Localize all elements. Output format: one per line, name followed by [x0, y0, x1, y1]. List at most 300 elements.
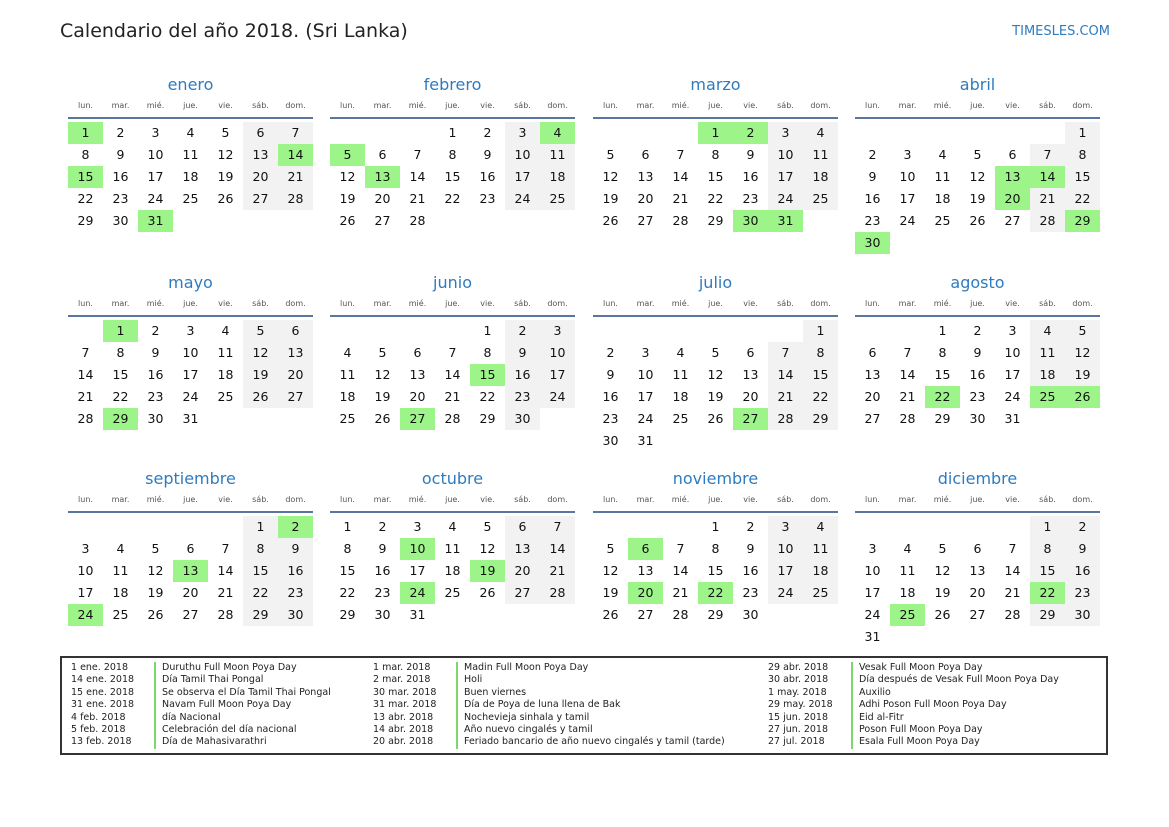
day-cell: 4 — [186, 125, 195, 140]
day-cell: 20 — [637, 191, 654, 206]
weekday-label: mar. — [373, 299, 392, 308]
day-cell: 14 — [1004, 563, 1021, 578]
day-cell: 28 — [672, 607, 689, 622]
day-cell-holiday: 31 — [768, 210, 803, 232]
day-cell: 15 — [112, 367, 129, 382]
weekday-label: sáb. — [252, 299, 269, 308]
holiday-date: 2 mar. 2018 — [373, 674, 431, 686]
empty-cell — [330, 320, 365, 342]
empty-cell — [435, 320, 470, 342]
day-cell: 5 — [378, 345, 387, 360]
day-cell: 18 — [339, 389, 356, 404]
day-cell: 20 — [505, 560, 540, 582]
day-cell: 22 — [803, 386, 838, 408]
empty-cell — [400, 320, 435, 342]
day-cell: 18 — [112, 585, 129, 600]
day-cell: 6 — [278, 320, 313, 342]
weekday-header — [330, 297, 575, 317]
day-cell: 7 — [81, 345, 90, 360]
day-cell: 25 — [672, 411, 689, 426]
empty-cell — [663, 122, 698, 144]
holiday-entry — [62, 674, 331, 686]
weekday-label: jue. — [708, 101, 723, 110]
day-cell: 27 — [374, 213, 391, 228]
day-cell: 20 — [374, 191, 391, 206]
day-cell: 21 — [899, 389, 916, 404]
holiday-entry — [62, 687, 331, 699]
day-cell: 23 — [278, 582, 313, 604]
day-cell: 26 — [339, 213, 356, 228]
empty-cell — [68, 516, 103, 538]
day-cell: 19 — [147, 585, 164, 600]
day-cell: 9 — [868, 169, 877, 184]
day-cell: 7 — [448, 345, 457, 360]
holiday-name: Año nuevo cingalés y tamil — [456, 724, 593, 736]
weekday-label: jue. — [445, 495, 460, 504]
day-cell-holiday: 13 — [995, 166, 1030, 188]
day-cell: 21 — [672, 191, 689, 206]
day-grid — [855, 320, 1100, 430]
weekday-header — [68, 99, 313, 119]
empty-cell — [68, 320, 103, 342]
day-cell: 25 — [934, 213, 951, 228]
month-name: mayo — [168, 273, 213, 292]
weekday-label: lun. — [340, 299, 355, 308]
day-cell: 12 — [934, 563, 951, 578]
day-grid — [593, 122, 838, 232]
day-cell: 27 — [243, 188, 278, 210]
day-cell: 26 — [602, 607, 619, 622]
weekday-label: jue. — [445, 299, 460, 308]
day-cell: 17 — [768, 560, 803, 582]
empty-cell — [698, 320, 733, 342]
weekday-label: mié. — [146, 299, 165, 308]
weekday-label: sáb. — [1039, 495, 1056, 504]
holiday-entry — [759, 662, 1059, 674]
day-cell: 25 — [540, 188, 575, 210]
weekday-label: mar. — [898, 495, 917, 504]
weekday-label: vie. — [1005, 101, 1020, 110]
weekday-label: dom. — [285, 101, 306, 110]
day-cell: 28 — [77, 411, 94, 426]
empty-cell — [593, 320, 628, 342]
day-grid — [593, 320, 838, 452]
day-cell: 6 — [1008, 147, 1017, 162]
day-cell: 16 — [742, 563, 759, 578]
holiday-name: Día Tamil Thai Pongal — [154, 674, 263, 686]
holiday-entry — [62, 699, 331, 711]
holiday-date: 13 feb. 2018 — [71, 736, 132, 748]
day-cell: 22 — [77, 191, 94, 206]
day-cell: 10 — [540, 342, 575, 364]
empty-cell — [593, 122, 628, 144]
holiday-date: 14 ene. 2018 — [71, 674, 135, 686]
weekday-label: mié. — [671, 495, 690, 504]
day-cell: 7 — [676, 541, 685, 556]
day-cell: 30 — [742, 607, 759, 622]
day-cell: 25 — [112, 607, 129, 622]
day-cell-holiday: 31 — [138, 210, 173, 232]
empty-cell — [890, 122, 925, 144]
weekday-label: lun. — [865, 495, 880, 504]
holiday-entry — [759, 724, 1059, 736]
day-cell: 19 — [217, 169, 234, 184]
holiday-entry — [759, 712, 1059, 724]
day-cell: 8 — [116, 345, 125, 360]
day-cell: 3 — [903, 147, 912, 162]
day-cell-holiday: 6 — [628, 538, 663, 560]
day-cell: 29 — [479, 411, 496, 426]
day-cell: 22 — [444, 191, 461, 206]
day-cell: 1 — [1065, 122, 1100, 144]
day-grid — [68, 122, 313, 232]
day-cell: 11 — [672, 367, 689, 382]
day-cell: 17 — [768, 166, 803, 188]
weekday-label: dom. — [547, 495, 568, 504]
day-cell: 18 — [217, 367, 234, 382]
day-cell: 2 — [746, 519, 755, 534]
month-septiembre — [68, 468, 313, 626]
day-cell: 12 — [374, 367, 391, 382]
empty-cell — [628, 122, 663, 144]
day-cell: 17 — [1004, 367, 1021, 382]
day-cell: 18 — [934, 191, 951, 206]
day-cell: 25 — [182, 191, 199, 206]
day-cell: 11 — [803, 144, 838, 166]
day-cell: 15 — [339, 563, 356, 578]
weekday-label: jue. — [708, 299, 723, 308]
day-cell: 12 — [707, 367, 724, 382]
holiday-name: Madin Full Moon Poya Day — [456, 662, 588, 674]
month-noviembre — [593, 468, 838, 626]
month-name: marzo — [690, 75, 741, 94]
weekday-label: dom. — [1072, 101, 1093, 110]
day-cell-holiday: 1 — [103, 320, 138, 342]
day-cell: 3 — [413, 519, 422, 534]
day-cell-holiday: 27 — [733, 408, 768, 430]
weekday-label: mié. — [671, 101, 690, 110]
day-cell: 4 — [676, 345, 685, 360]
day-cell: 18 — [182, 169, 199, 184]
day-cell: 16 — [112, 169, 129, 184]
weekday-label: mar. — [636, 101, 655, 110]
day-cell: 6 — [413, 345, 422, 360]
day-cell: 20 — [742, 389, 759, 404]
day-cell: 27 — [637, 607, 654, 622]
weekday-header — [593, 99, 838, 119]
holiday-name: Duruthu Full Moon Poya Day — [154, 662, 297, 674]
day-cell: 31 — [182, 411, 199, 426]
weekday-label: vie. — [480, 299, 495, 308]
holiday-entry — [759, 736, 1059, 748]
day-cell: 28 — [1030, 210, 1065, 232]
weekday-label: dom. — [810, 495, 831, 504]
day-cell: 8 — [711, 541, 720, 556]
holiday-date: 15 jun. 2018 — [768, 711, 829, 723]
day-cell: 16 — [505, 364, 540, 386]
day-cell: 21 — [768, 386, 803, 408]
day-cell: 27 — [505, 582, 540, 604]
brand-link[interactable]: TIMESLES.COM — [1012, 24, 1110, 39]
day-cell: 26 — [602, 213, 619, 228]
holiday-date: 31 ene. 2018 — [71, 699, 135, 711]
day-cell-holiday: 19 — [470, 560, 505, 582]
day-cell: 5 — [606, 541, 615, 556]
weekday-header — [593, 297, 838, 317]
empty-cell — [330, 122, 365, 144]
holiday-column — [364, 662, 725, 749]
holiday-entry — [364, 724, 725, 736]
day-cell: 8 — [483, 345, 492, 360]
day-cell: 11 — [540, 144, 575, 166]
day-cell: 12 — [243, 342, 278, 364]
day-cell: 29 — [1030, 604, 1065, 626]
day-cell: 8 — [938, 345, 947, 360]
day-cell: 24 — [899, 213, 916, 228]
day-cell: 30 — [602, 433, 619, 448]
day-cell: 4 — [938, 147, 947, 162]
weekday-label: dom. — [285, 495, 306, 504]
month-diciembre — [855, 468, 1100, 648]
month-marzo — [593, 74, 838, 232]
day-cell: 24 — [147, 191, 164, 206]
day-cell: 23 — [147, 389, 164, 404]
month-agosto — [855, 272, 1100, 430]
weekday-label: vie. — [218, 101, 233, 110]
day-cell: 14 — [77, 367, 94, 382]
day-cell-holiday: 30 — [855, 232, 890, 254]
weekday-label: vie. — [480, 101, 495, 110]
day-cell: 20 — [243, 166, 278, 188]
day-cell: 5 — [243, 320, 278, 342]
day-cell: 5 — [711, 345, 720, 360]
day-grid — [330, 320, 575, 430]
day-cell: 15 — [707, 169, 724, 184]
day-cell: 21 — [217, 585, 234, 600]
day-cell-holiday: 27 — [400, 408, 435, 430]
day-cell: 15 — [444, 169, 461, 184]
weekday-label: dom. — [810, 101, 831, 110]
weekday-label: sáb. — [252, 495, 269, 504]
day-cell: 10 — [768, 144, 803, 166]
day-cell: 24 — [637, 411, 654, 426]
empty-cell — [138, 516, 173, 538]
day-cell: 5 — [606, 147, 615, 162]
day-cell: 14 — [672, 563, 689, 578]
day-cell: 22 — [1065, 188, 1100, 210]
empty-cell — [365, 122, 400, 144]
day-cell: 6 — [641, 147, 650, 162]
empty-cell — [960, 122, 995, 144]
holiday-date: 14 abr. 2018 — [373, 723, 434, 735]
day-cell: 13 — [409, 367, 426, 382]
day-cell: 18 — [803, 560, 838, 582]
empty-cell — [925, 122, 960, 144]
holiday-entry — [759, 687, 1059, 699]
day-cell: 9 — [606, 367, 615, 382]
day-cell-holiday: 1 — [68, 122, 103, 144]
month-enero — [68, 74, 313, 232]
month-name: junio — [433, 273, 472, 292]
day-grid — [855, 122, 1100, 254]
day-cell: 23 — [742, 585, 759, 600]
weekday-label: lun. — [78, 101, 93, 110]
weekday-label: mié. — [146, 101, 165, 110]
day-cell: 8 — [711, 147, 720, 162]
day-grid — [330, 516, 575, 626]
empty-cell — [593, 516, 628, 538]
day-cell-holiday: 14 — [1030, 166, 1065, 188]
day-grid — [68, 516, 313, 626]
empty-cell — [208, 516, 243, 538]
day-cell-holiday: 20 — [628, 582, 663, 604]
day-cell: 7 — [221, 541, 230, 556]
weekday-label: dom. — [1072, 299, 1093, 308]
day-cell: 20 — [864, 389, 881, 404]
holiday-entry — [364, 712, 725, 724]
day-cell-holiday: 5 — [330, 144, 365, 166]
day-cell: 21 — [77, 389, 94, 404]
weekday-label: jue. — [970, 495, 985, 504]
day-cell: 13 — [637, 169, 654, 184]
day-cell: 9 — [973, 345, 982, 360]
holiday-name: Se observa el Día Tamil Thai Pongal — [154, 687, 331, 699]
weekday-label: vie. — [743, 299, 758, 308]
day-cell: 20 — [278, 364, 313, 386]
day-cell: 14 — [217, 563, 234, 578]
weekday-label: mar. — [111, 101, 130, 110]
day-cell: 18 — [540, 166, 575, 188]
day-cell: 3 — [186, 323, 195, 338]
day-cell: 13 — [505, 538, 540, 560]
day-cell: 8 — [1065, 144, 1100, 166]
weekday-label: lun. — [603, 299, 618, 308]
day-cell: 16 — [1065, 560, 1100, 582]
weekday-label: jue. — [445, 101, 460, 110]
weekday-label: mié. — [933, 299, 952, 308]
day-cell: 8 — [448, 147, 457, 162]
empty-cell — [995, 122, 1030, 144]
day-cell: 30 — [374, 607, 391, 622]
weekday-label: dom. — [285, 299, 306, 308]
day-cell: 1 — [343, 519, 352, 534]
weekday-header — [330, 493, 575, 513]
empty-cell — [768, 320, 803, 342]
day-cell: 17 — [147, 169, 164, 184]
empty-cell — [1030, 122, 1065, 144]
day-cell-holiday: 4 — [540, 122, 575, 144]
holiday-name: Auxilio — [851, 687, 891, 699]
day-cell: 12 — [969, 169, 986, 184]
day-cell: 15 — [1065, 166, 1100, 188]
day-cell: 24 — [505, 188, 540, 210]
holiday-date: 4 feb. 2018 — [71, 711, 126, 723]
day-cell: 17 — [409, 563, 426, 578]
day-cell: 4 — [343, 345, 352, 360]
day-cell: 14 — [768, 364, 803, 386]
day-cell: 27 — [1004, 213, 1021, 228]
day-cell: 25 — [803, 188, 838, 210]
weekday-label: dom. — [547, 299, 568, 308]
weekday-label: mié. — [146, 495, 165, 504]
day-cell: 14 — [672, 169, 689, 184]
holiday-name: Día de Poya de luna llena de Bak — [456, 699, 621, 711]
day-cell: 26 — [243, 386, 278, 408]
day-cell: 11 — [899, 563, 916, 578]
weekday-label: jue. — [970, 101, 985, 110]
day-cell: 13 — [864, 367, 881, 382]
day-cell: 30 — [147, 411, 164, 426]
day-cell: 24 — [540, 386, 575, 408]
day-cell-holiday: 26 — [1065, 386, 1100, 408]
day-grid — [855, 516, 1100, 648]
day-cell: 13 — [243, 144, 278, 166]
day-cell: 4 — [448, 519, 457, 534]
month-junio — [330, 272, 575, 430]
holiday-date: 27 jul. 2018 — [768, 736, 825, 748]
day-cell: 10 — [182, 345, 199, 360]
day-cell: 8 — [1030, 538, 1065, 560]
holiday-list — [60, 656, 1108, 755]
weekday-label: sáb. — [1039, 101, 1056, 110]
weekday-label: sáb. — [1039, 299, 1056, 308]
day-cell: 22 — [243, 582, 278, 604]
weekday-label: sáb. — [514, 495, 531, 504]
day-cell: 15 — [934, 367, 951, 382]
day-cell: 1 — [938, 323, 947, 338]
day-cell-holiday: 22 — [1030, 582, 1065, 604]
day-cell: 21 — [409, 191, 426, 206]
day-cell: 30 — [1065, 604, 1100, 626]
day-cell-holiday: 15 — [68, 166, 103, 188]
day-cell: 5 — [151, 541, 160, 556]
day-cell: 30 — [505, 408, 540, 430]
holiday-name: Celebración del día nacional — [154, 724, 296, 736]
holiday-entry — [364, 687, 725, 699]
day-cell: 28 — [672, 213, 689, 228]
empty-cell — [663, 516, 698, 538]
weekday-label: lun. — [865, 101, 880, 110]
holiday-name: Eid al-Fitr — [851, 712, 904, 724]
month-abril — [855, 74, 1100, 254]
holiday-date: 31 mar. 2018 — [373, 699, 437, 711]
day-cell: 7 — [1030, 144, 1065, 166]
weekday-label: sáb. — [514, 299, 531, 308]
day-cell: 23 — [864, 213, 881, 228]
holiday-name: Navam Full Moon Poya Day — [154, 699, 291, 711]
day-cell: 16 — [278, 560, 313, 582]
day-cell: 7 — [413, 147, 422, 162]
day-cell-holiday: 29 — [103, 408, 138, 430]
day-cell: 26 — [934, 607, 951, 622]
day-cell: 11 — [1030, 342, 1065, 364]
day-cell: 22 — [339, 585, 356, 600]
month-name: diciembre — [937, 469, 1018, 488]
day-cell: 19 — [707, 389, 724, 404]
weekday-label: vie. — [743, 495, 758, 504]
day-cell: 11 — [803, 538, 838, 560]
day-cell-holiday: 2 — [733, 122, 768, 144]
day-cell: 3 — [868, 541, 877, 556]
day-cell: 16 — [374, 563, 391, 578]
day-cell: 4 — [116, 541, 125, 556]
day-cell: 8 — [343, 541, 352, 556]
empty-cell — [890, 320, 925, 342]
holiday-entry — [364, 736, 725, 748]
day-cell: 19 — [602, 585, 619, 600]
holiday-date: 30 mar. 2018 — [373, 686, 437, 698]
day-grid — [330, 122, 575, 232]
